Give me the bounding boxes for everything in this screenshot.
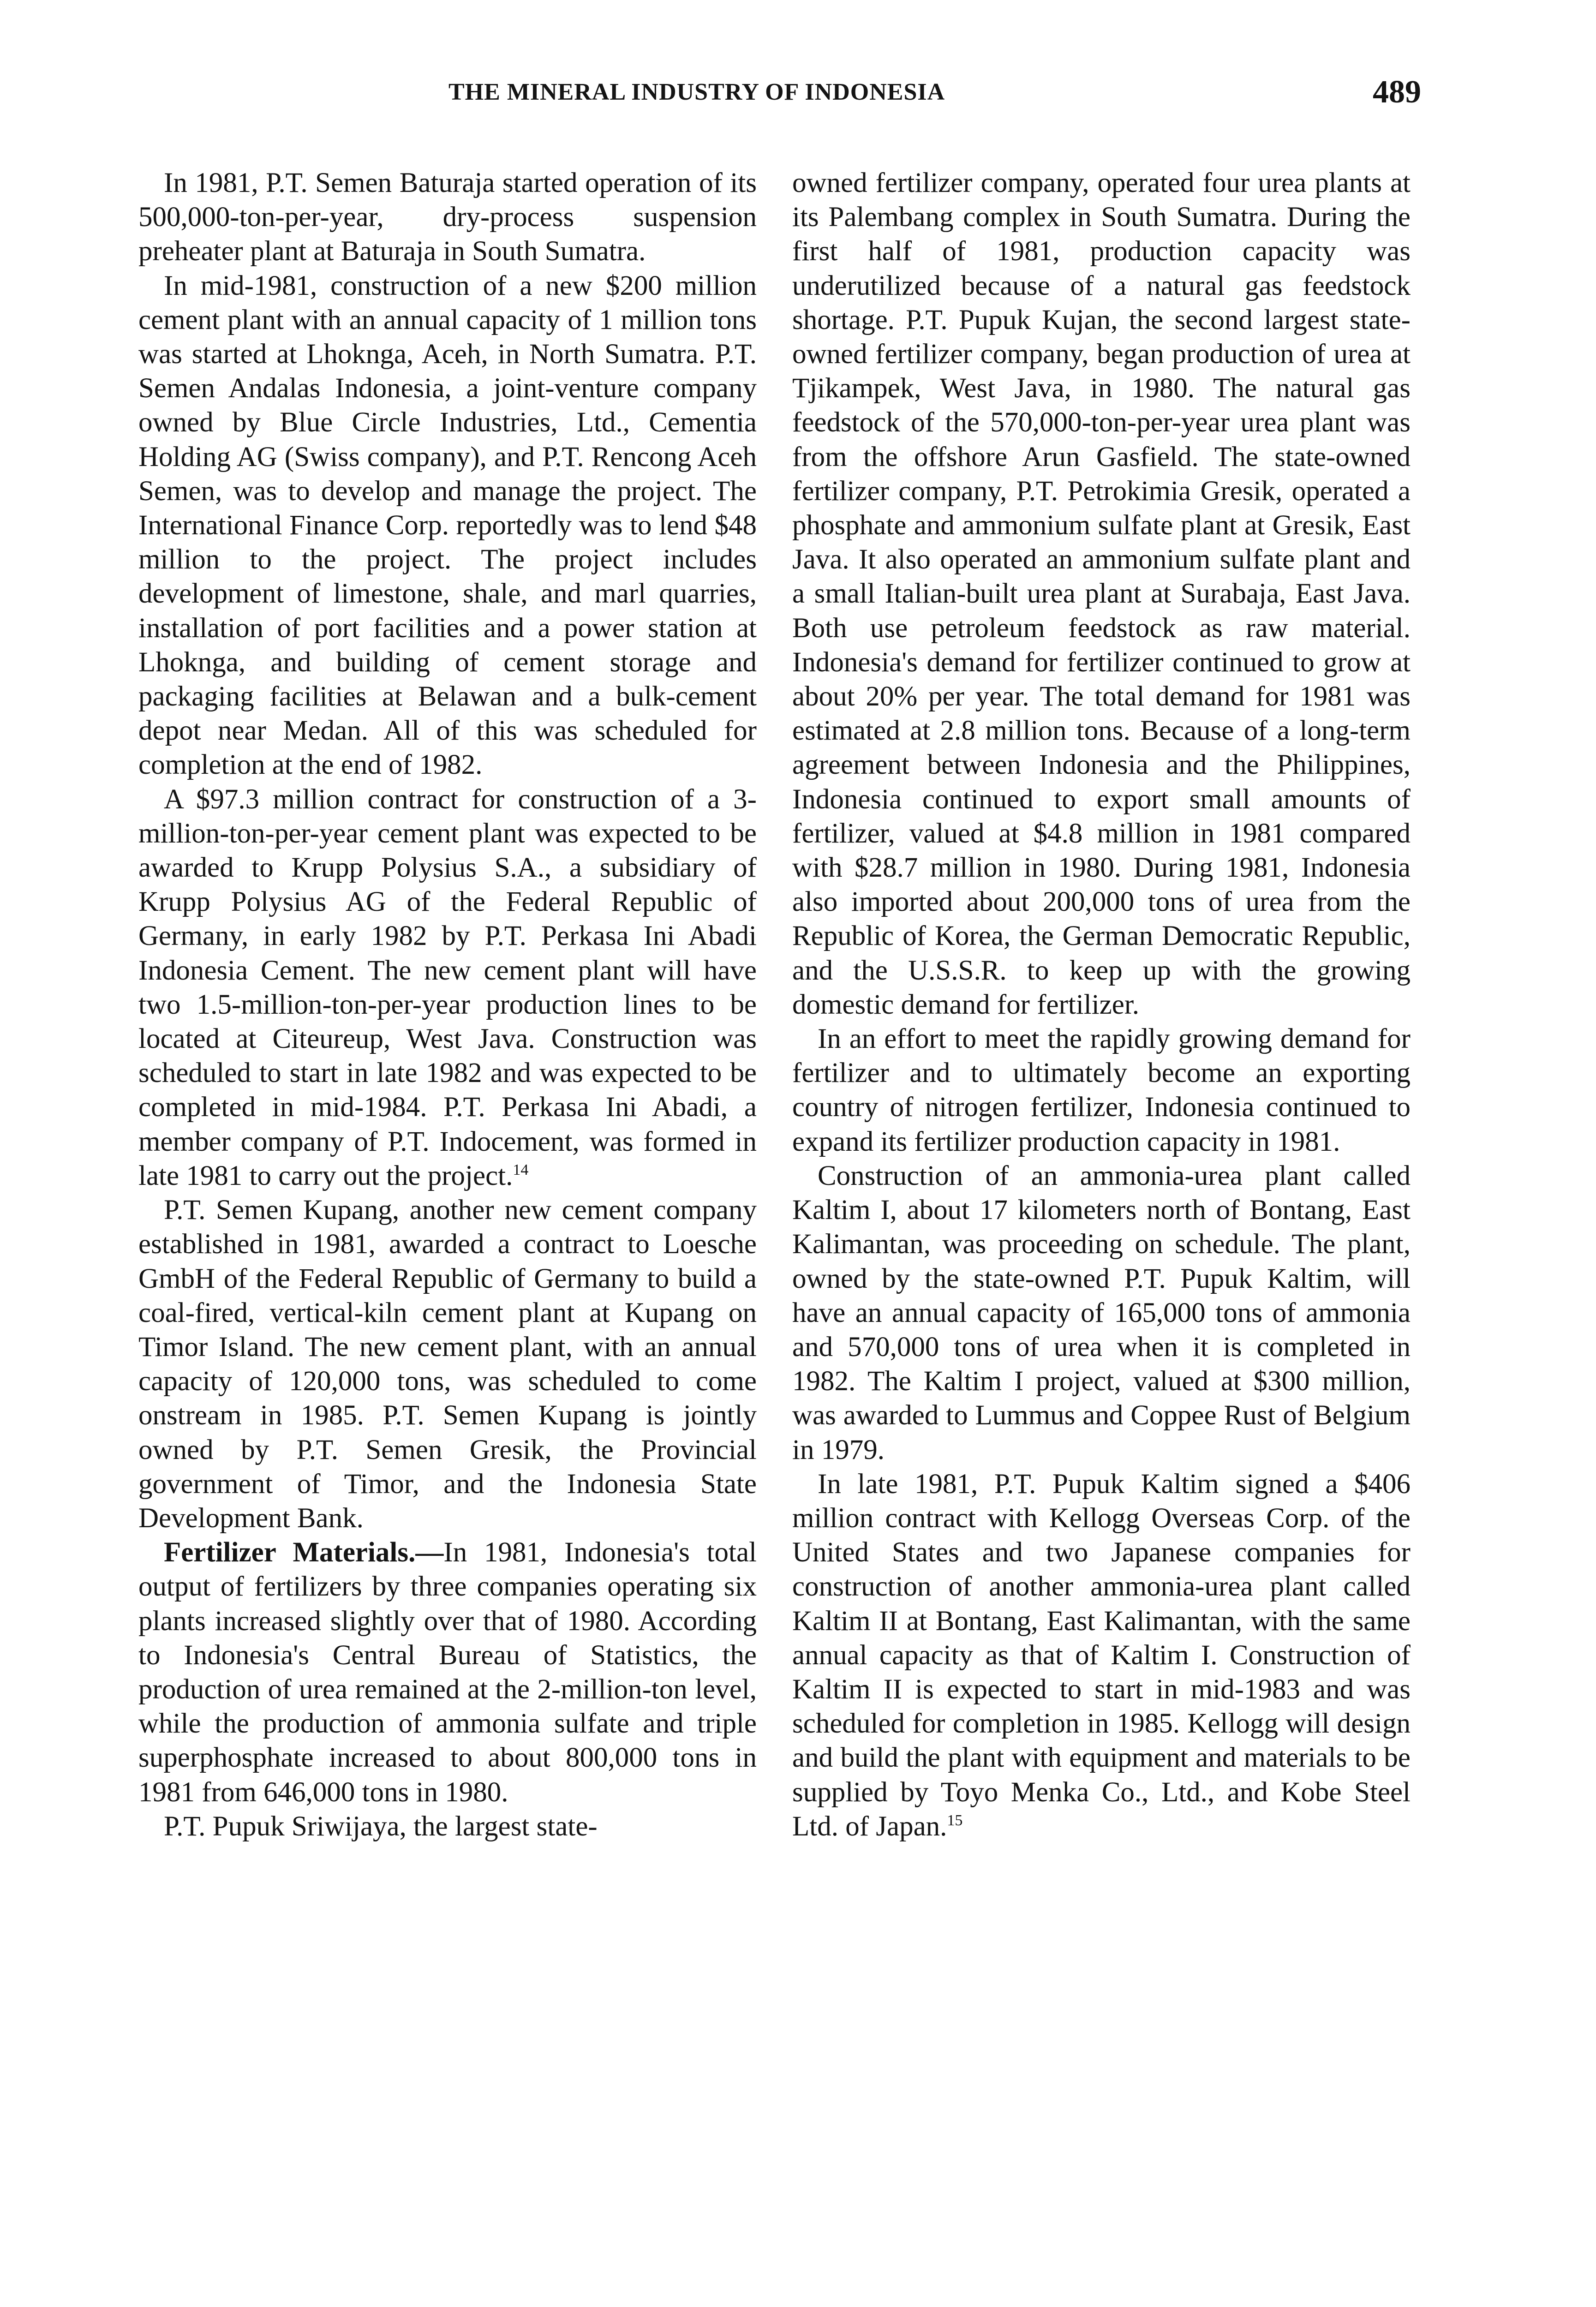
paragraph-fertilizer-materials bbox=[138, 1536, 757, 1810]
paragraph-krupp-polysius-contract bbox=[138, 783, 757, 1193]
footnote-ref-14: 14 bbox=[513, 1161, 529, 1178]
running-title: THE MINERAL INDUSTRY OF INDONESIA bbox=[448, 79, 945, 105]
paragraph-text: In 1981, Indonesia's total output of fertilizers by three companies operating six plants increased slightly over that of 1980. According to Indonesia's Central Bureau of Statistics, the production of urea remained at the 2-million-ton level, while the production of ammonia sulfate and triple superphosphate increased to about 800,000 tons in 1981 from 646,000 tons in 1980. bbox=[138, 1537, 757, 1808]
paragraph-pupuk-sriwijaya-continued: owned fertilizer company, operated four urea plants at its Palembang complex in South Sumatra. During the first half of 1981, production capacity was underutilized because of a natural gas feedstock shortage. P.T. Pupuk Kujan, the second largest state-owned fertilizer company, began production of urea at Tjikampek, West Java, in 1980. The natural gas feedstock of the 570,000-ton-per-year urea plant was from the offshore Arun Gasfield. The state-owned fertilizer company, P.T. Petrokimia Gresik, operated a phosphate and ammonium sulfate plant at Gresik, East Java. It also operated an ammonium sulfate plant and a small Italian-built urea plant at Surabaja, East Java. Both use petroleum feedstock as raw material. Indonesia's demand for fertilizer continued to grow at about 20% per year. The total demand for 1981 was estimated at 2.8 million tons. Because of a long-term agreement between Indonesia and the Philippines, Indonesia continued to export small amounts of fertilizer, valued at $4.8 million in 1981 compared with $28.7 million in 1980. During 1981, Indonesia also imported about 200,000 tons of urea from the Republic of Korea, the German Democratic Republic, and the U.S.S.R. to keep up with the growing domestic demand for fertilizer. bbox=[792, 167, 1411, 1020]
paragraph-pupuk-sriwijaya-start: P.T. Pupuk Sriwijaya, the largest state- bbox=[164, 1811, 598, 1842]
paragraph-lhoknga-cement-plant: In mid-1981, construction of a new $200 million cement plant with an annual capacity of 1 million tons was started at Lhoknga, Aceh, in North Sumatra. P.T. Semen Andalas Indonesia, a joint-venture company owned by Blue Circle Industries, Ltd., Cementia Holding AG (Swiss company), and P.T. Rencong Aceh Semen, was to develop and manage the project. The International Finance Corp. reportedly was to lend $48 million to the project. The project includes development of limestone, shale, and marl quarries, installation of port facilities and a power station at Lhoknga, and building of cement storage and packaging facilities at Belawan and a bulk-cement depot near Medan. All of this was scheduled for completion at the end of 1982. bbox=[138, 270, 757, 781]
paragraph-semen-baturaja: In 1981, P.T. Semen Baturaja started operation of its 500,000-ton-per-year, dry-process suspension preheater plant at Baturaja in South Sumatra. bbox=[138, 167, 757, 267]
paragraph-text: In late 1981, P.T. Pupuk Kaltim signed a $406 million contract with Kellogg Overseas Corp. of the United States and two Japanese companies for construction of another ammonia-urea plant called Kaltim II at Bontang, East Kalimantan, with the same annual capacity as that of Kaltim I. Construction of Kaltim II is expected to start in mid-1983 and was scheduled for completion in 1985. Kellogg will design and build the plant with equipment and materials to be supplied by Toyo Menka Co., Ltd., and Kobe Steel Ltd. of Japan. bbox=[792, 1468, 1411, 1842]
page-number: 489 bbox=[1373, 74, 1421, 110]
section-run-in-heading: Fertilizer Materials.— bbox=[164, 1537, 444, 1568]
left-column bbox=[138, 166, 757, 2196]
right-column bbox=[792, 166, 1411, 2196]
paragraph-production-capacity-expansion: In an effort to meet the rapidly growing demand for fertilizer and to ultimately become an exporting country of nitrogen fertilizer, Indonesia continued to expand its fertilizer production capacity in 1981. bbox=[792, 1023, 1411, 1157]
paragraph-kaltim-ii bbox=[792, 1467, 1411, 1844]
paragraph-kaltim-i: Construction of an ammonia-urea plant called Kaltim I, about 17 kilometers north of Bontang, East Kalimantan, was proceeding on schedule. The plant, owned by the state-owned P.T. Pupuk Kaltim, will have an annual capacity of 165,000 tons of ammonia and 570,000 tons of urea when it is completed in 1982. The Kaltim I project, valued at $300 million, was awarded to Lummus and Coppee Rust of Belgium in 1979. bbox=[792, 1160, 1411, 1465]
running-head bbox=[138, 74, 1421, 115]
footnote-ref-15: 15 bbox=[947, 1811, 963, 1829]
paragraph-semen-kupang: P.T. Semen Kupang, another new cement company established in 1981, awarded a contract to Loesche GmbH of the Federal Republic of Germany to build a coal-fired, vertical-kiln cement plant at Kupang on Timor Island. The new cement plant, with an annual capacity of 120,000 tons, was scheduled to come onstream in 1985. P.T. Semen Kupang is jointly owned by P.T. Semen Gresik, the Provincial government of Timor, and the Indonesia State Development Bank. bbox=[138, 1195, 757, 1534]
paragraph-text: A $97.3 million contract for construction of a 3-million-ton-per-year cement plant was expected to be awarded to Krupp Polysius S.A., a subsidiary of Krupp Polysius AG of the Federal Republic of Germany, in early 1982 by P.T. Perkasa Ini Abadi Indonesia Cement. The new cement plant will have two 1.5-million-ton-per-year production lines to be located at Citeureup, West Java. Construction was scheduled to start in late 1982 and was expected to be completed in mid-1984. P.T. Perkasa Ini Abadi, a member company of P.T. Indocement, was formed in late 1981 to carry out the project. bbox=[138, 783, 757, 1191]
